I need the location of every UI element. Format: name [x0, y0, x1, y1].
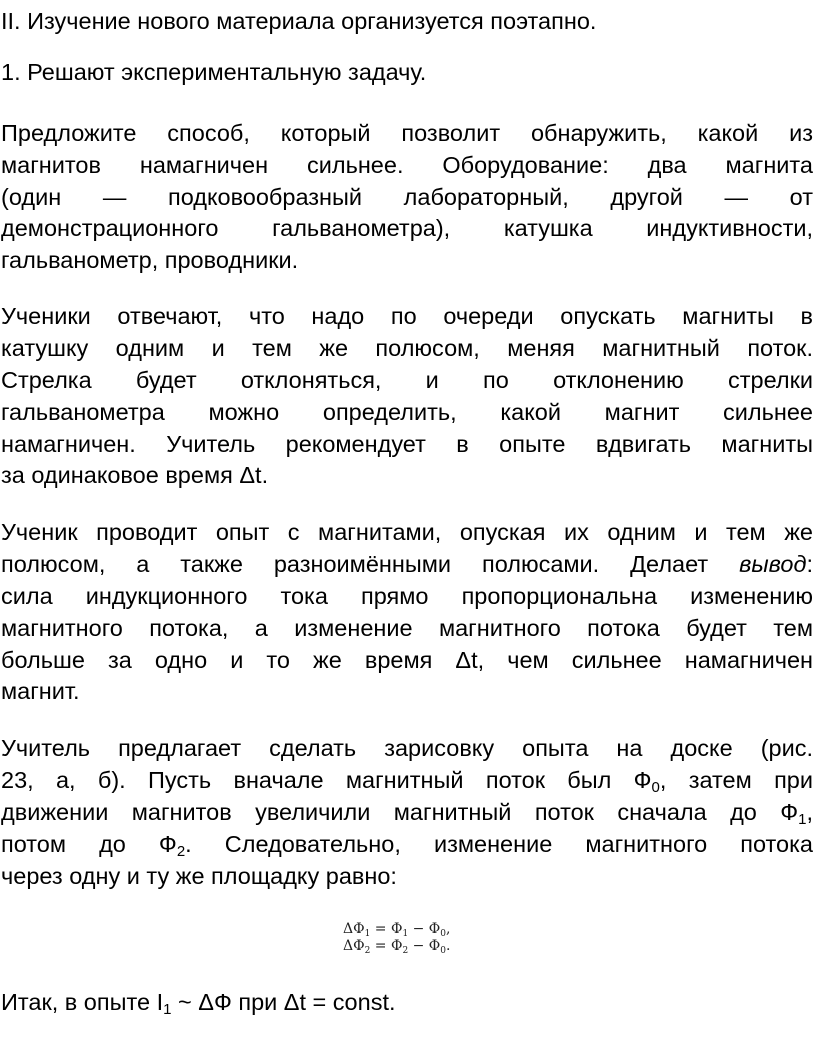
text-line: демонстрационного гальванометра), катушка индуктивности, [1, 215, 813, 241]
formula-row: $\Delta\Phi_1 = \Phi_1 - \Phi_0$, [343, 921, 451, 939]
text-line: катушку одним и тем же полюсом, меняя магнитный поток. [1, 335, 813, 361]
text-line: потом до $Ф_2$. Следовательно, изменение магнитного потока [1, 831, 813, 860]
text-line: Предложите способ, который позволит обнаружить, какой из [1, 120, 813, 146]
text-line: 23, а, б). Пусть вначале магнитный поток был $Ф_0$, затем при [1, 767, 813, 796]
text-line: гальванометр, проводники. [1, 247, 299, 273]
formula-row: $\Delta\Phi_2 = \Phi_2 - \Phi_0$. [343, 938, 451, 956]
text-line: Ученик проводит опыт с магнитами, опуская их одним и тем же [1, 519, 813, 545]
italic-term: вывод [739, 551, 807, 577]
text-line: (один — подковообразный лабораторный, другой — от [1, 184, 813, 210]
flux-change-formula [343, 921, 450, 955]
text-line: магнит. [1, 678, 80, 704]
text-line: движении магнитов увеличили магнитный поток сначала до $Ф_1$, [1, 799, 813, 828]
text-line: магнитного потока, а изменение магнитного потока будет тем [1, 615, 813, 641]
text-line: Ученики отвечают, что надо по очереди опускать магниты в [1, 303, 813, 329]
conclusion: Итак, в опыте $I_1$ ~ ΔФ при Δt = const. [1, 989, 396, 1018]
text-line: гальванометра можно определить, какой магнит сильнее [1, 399, 813, 425]
text-line: намагничен. Учитель рекомендует в опыте вдвигать магниты [1, 431, 813, 457]
text-line: Стрелка будет отклоняться, и по отклонению стрелки [1, 367, 813, 393]
text-line: Учитель предлагает сделать зарисовку опыта на доске (рис. [1, 735, 813, 761]
text-line: через одну и ту же площадку равно: [1, 863, 397, 889]
text-line: больше за одно и то же время Δt, чем сильнее намагничен [1, 647, 813, 673]
step-title: 1. Решают экспериментальную задачу. [1, 59, 427, 85]
text-line: за одинаковое время Δt. [1, 462, 269, 488]
text-line: полюсом, а также разноимёнными полюсами. Делает вывод: [1, 551, 813, 577]
section-heading: II. Изучение нового материала организуется поэтапно. [1, 8, 597, 34]
text-line: магнитов намагничен сильнее. Оборудование: два магнита [1, 152, 813, 178]
text-line: сила индукционного тока прямо пропорциональна изменению [1, 583, 813, 609]
